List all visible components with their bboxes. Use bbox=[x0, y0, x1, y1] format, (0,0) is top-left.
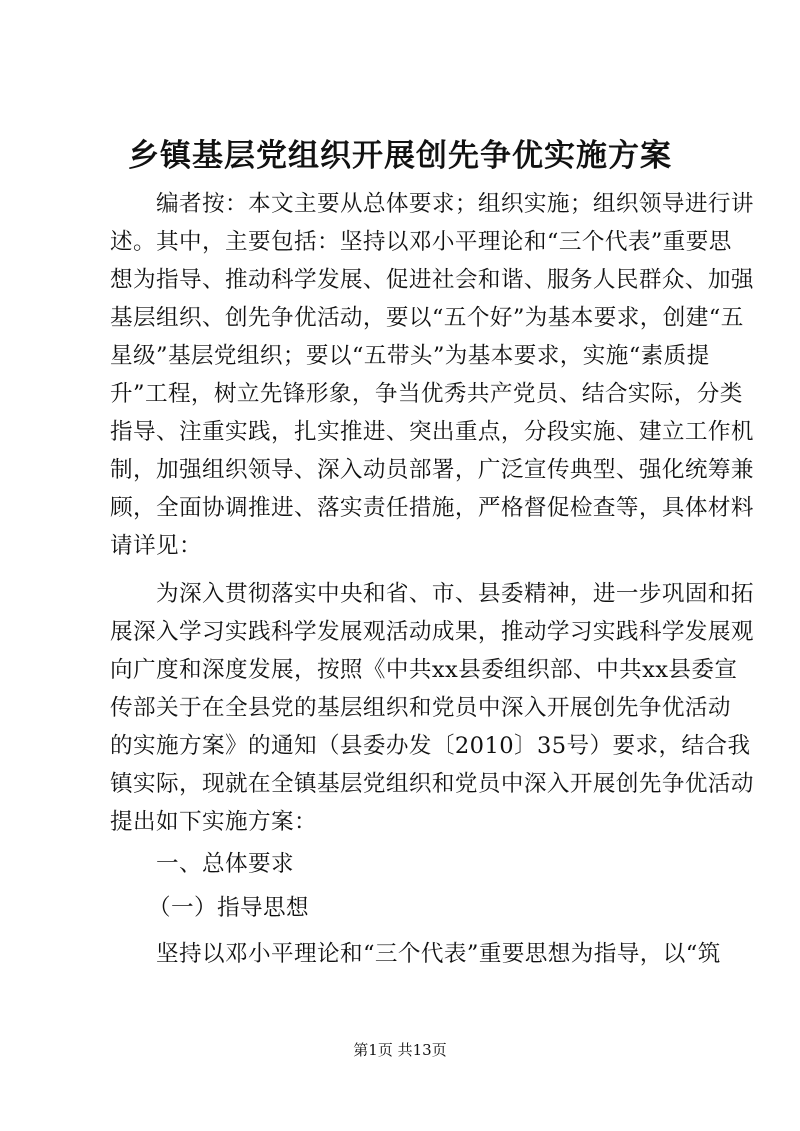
body-line-14: 传部关于在全县党的基层组织和党员中深入开展创先争优活动 bbox=[110, 695, 731, 721]
body-line-17: 提出如下实施方案： bbox=[110, 809, 317, 835]
section-heading-1: 一、总体要求 bbox=[156, 851, 294, 877]
document-title: 乡镇基层党组织开展创先争优实施方案 bbox=[128, 138, 672, 174]
body-line-18: 坚持以邓小平理论和“三个代表”重要思想为指导，以“筑 bbox=[156, 941, 721, 967]
body-line-7: 指导、注重实践，扎实推进、突出重点，分段实施、建立工作机 bbox=[110, 419, 754, 445]
body-line-12: 展深入学习实践科学发展观活动成果，推动学习实践科学发展观 bbox=[110, 619, 754, 645]
body-line-13: 向广度和深度发展，按照《中共xx县委组织部、中共xx县委宣 bbox=[110, 657, 738, 683]
body-line-11: 为深入贯彻落实中央和省、市、县委精神，进一步巩固和拓 bbox=[156, 581, 754, 607]
body-line-3: 想为指导、推动科学发展、促进社会和谐、服务人民群众、加强 bbox=[110, 267, 754, 293]
body-line-4: 基层组织、创先争优活动，要以“五个好”为基本要求，创建“五 bbox=[110, 305, 744, 331]
subsection-heading-1: （一）指导思想 bbox=[148, 895, 309, 921]
body-line-8: 制，加强组织领导、深入动员部署，广泛宣传典型、强化统筹兼 bbox=[110, 457, 754, 483]
body-line-16: 镇实际，现就在全镇基层党组织和党员中深入开展创先争优活动 bbox=[110, 771, 754, 797]
page-footer: 第1页 共13页 bbox=[353, 1041, 447, 1059]
body-line-5: 星级”基层党组织；要以“五带头”为基本要求，实施“素质提 bbox=[110, 343, 710, 369]
body-line-9: 顾，全面协调推进、落实责任措施，严格督促检查等，具体材料 bbox=[110, 495, 754, 521]
body-line-10: 请详见： bbox=[110, 533, 202, 559]
body-line-2: 述。其中，主要包括：坚持以邓小平理论和“三个代表”重要思 bbox=[110, 229, 732, 255]
body-line-15: 的实施方案》的通知（县委办发〔2010〕35号）要求，结合我 bbox=[110, 733, 751, 759]
body-line-1: 编者按：本文主要从总体要求；组织实施；组织领导进行讲 bbox=[156, 191, 754, 217]
body-line-6: 升”工程，树立先锋形象，争当优秀共产党员、结合实际，分类 bbox=[110, 381, 743, 407]
